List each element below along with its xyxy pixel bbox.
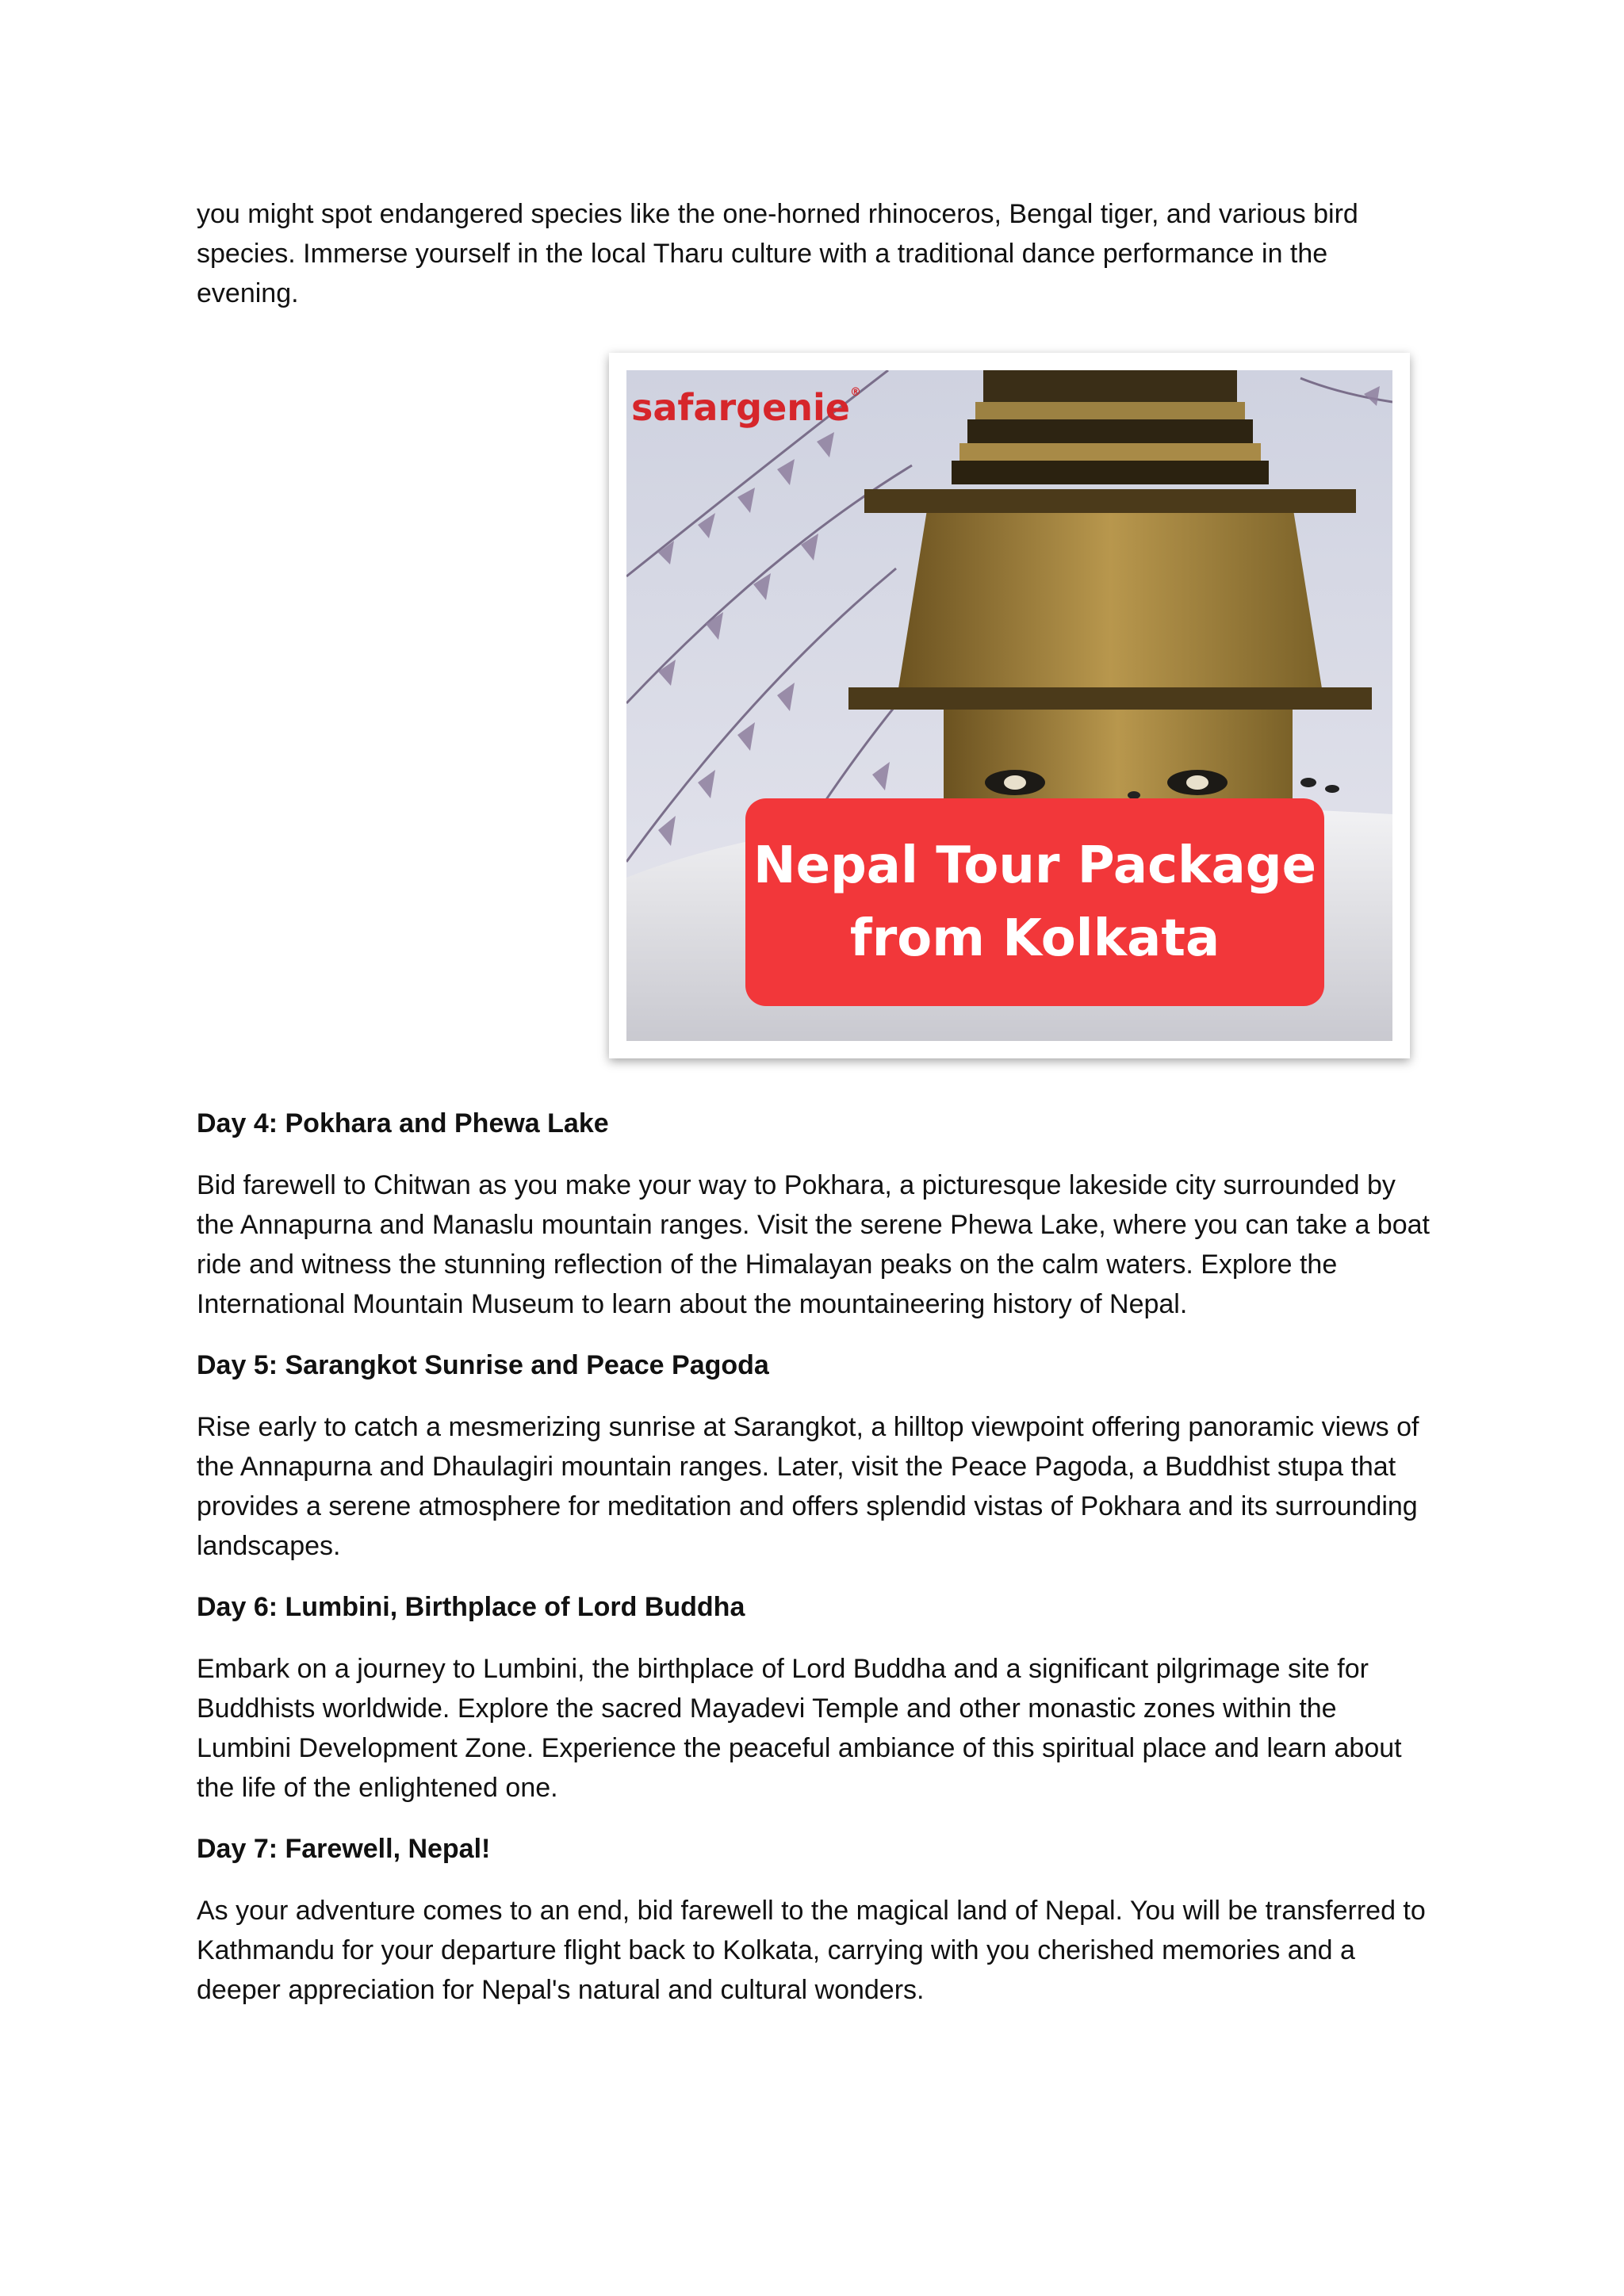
- day-4-paragraph: Bid farewell to Chitwan as you make your way to Pokhara, a picturesque lakeside city surrounded by the Annapurna and Manaslu mountain ranges. Visit the serene Phewa Lake, where you can take a boat ride and witness the stunning reflection of the Himalayan peaks on the calm waters. Explore the International Mountain Museum to learn about the mountaineering history of Nepal.: [197, 1170, 1430, 1319]
- safargenie-logo: [631, 386, 861, 429]
- logo-registered-mark: ®: [850, 386, 861, 399]
- banner-line-1: Nepal Tour Package: [753, 836, 1316, 895]
- day-4-heading: Day 4: Pokhara and Phewa Lake: [197, 1108, 609, 1138]
- day-6-paragraph: Embark on a journey to Lumbini, the birthplace of Lord Buddha and a significant pilgrimage site for Buddhists worldwide. Explore the sacred Mayadevi Temple and other monastic zones within the Lumbini Development Zone. Experience the peaceful ambiance of this spiritual place and learn about the life of the enlightened one.: [197, 1654, 1402, 1803]
- stupa-photo: [626, 370, 1392, 1041]
- logo-text: safargenie: [631, 386, 850, 429]
- day-7-heading: Day 7: Farewell, Nepal!: [197, 1834, 491, 1864]
- banner-line-2: from Kolkata: [849, 909, 1220, 968]
- day-5-paragraph: Rise early to catch a mesmerizing sunrise at Sarangkot, a hilltop viewpoint offering panoramic views of the Annapurna and Dhaulagiri mountain ranges. Later, visit the Peace Pagoda, a Buddhist stupa that provides a serene atmosphere for meditation and offers splendid vistas of Pokhara and its surrounding landscapes.: [197, 1412, 1419, 1561]
- day-6-body: [197, 1649, 1434, 1808]
- day-4-body: [197, 1165, 1434, 1324]
- day-6-heading: Day 6: Lumbini, Birthplace of Lord Buddha: [197, 1592, 745, 1622]
- day-4-section: [197, 1104, 1434, 1143]
- promo-banner: [745, 798, 1324, 1006]
- intro-paragraph: you might spot endangered species like the one-horned rhinoceros, Bengal tiger, and various bird species. Immerse yourself in the local Tharu culture with a traditional dance performance in the evening.: [197, 199, 1358, 308]
- promo-image-frame: [609, 353, 1410, 1058]
- day-5-heading: Day 5: Sarangkot Sunrise and Peace Pagoda: [197, 1350, 769, 1380]
- day-7-paragraph: As your adventure comes to an end, bid farewell to the magical land of Nepal. You will be transferred to Kathmandu for your departure flight back to Kolkata, carrying with you cherished memories and a deeper appreciation for Nepal's natural and cultural wonders.: [197, 1896, 1426, 2005]
- day-7-body: [197, 1891, 1434, 2010]
- day-5-body: [197, 1407, 1434, 1566]
- day-7-section: [197, 1829, 1434, 1869]
- day-6-section: [197, 1587, 1434, 1627]
- day-5-section: [197, 1345, 1434, 1385]
